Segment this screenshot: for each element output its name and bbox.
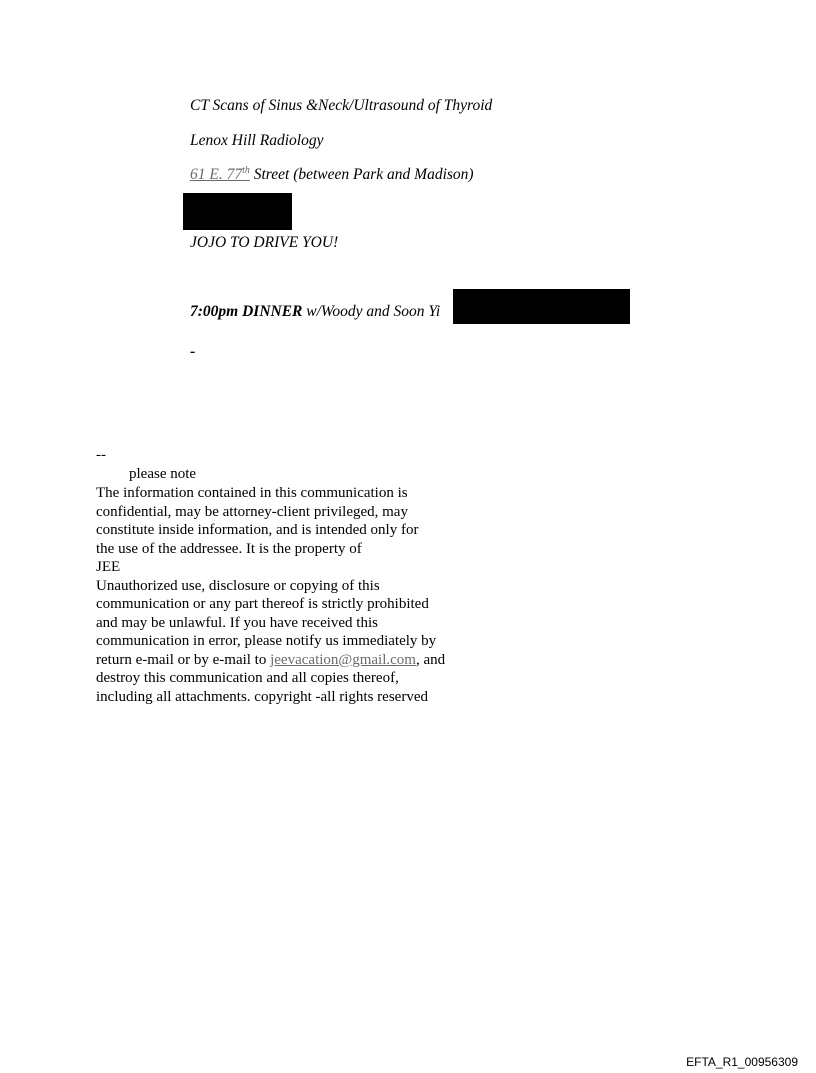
disclaimer-line: destroy this communication and all copies thereof, (96, 670, 399, 686)
disclaimer-line: the use of the addressee. It is the property of (96, 540, 362, 557)
footer-separator: -- (96, 447, 106, 463)
appointment-title: CT Scans of Sinus &Neck/Ultrasound of Thyroid (190, 97, 493, 114)
dinner-time: 7:00pm DINNER (190, 303, 303, 320)
dinner-line (190, 304, 440, 320)
appointment-location: Lenox Hill Radiology (190, 132, 324, 149)
address-suffix: th (242, 164, 250, 176)
disclaimer-line: including all attachments. copyright -all rights reserved (96, 688, 428, 705)
please-note: please note (129, 466, 197, 482)
disclaimer-body (96, 484, 445, 706)
disclaimer-line: communication in error, please notify us immediately by (96, 633, 437, 649)
redaction-box (183, 193, 292, 230)
disclaimer-line: communication or any part thereof is strictly prohibited (96, 596, 429, 612)
email-link[interactable]: jeevacation@gmail.com (270, 651, 416, 668)
disclaimer-line: constitute inside information, and is intended only for (96, 522, 419, 538)
driver-note: JOJO TO DRIVE YOU! (190, 234, 339, 251)
dash-mark: - (190, 343, 196, 360)
disclaimer-line: The information contained in this communication is (96, 485, 408, 501)
return-suffix: , and (415, 651, 446, 668)
disclaimer-line: JEE (96, 559, 121, 575)
disclaimer-line: Unauthorized use, disclosure or copying of this (96, 577, 380, 594)
document-id: EFTA_R1_00956309 (686, 1055, 798, 1069)
disclaimer-line: confidential, may be attorney-client privileged, may (96, 503, 408, 520)
address-rest: Street (between Park and Madison) (249, 166, 474, 183)
disclaimer-line: and may be unlawful. If you have received this (96, 614, 378, 631)
dinner-detail: w/Woody and Soon Yi (302, 303, 441, 320)
return-prefix: return e-mail or by e-mail to (96, 651, 271, 668)
address-link[interactable] (190, 166, 250, 183)
address-number: 61 E. 77 (190, 166, 243, 183)
disclaimer-line-email (96, 651, 445, 670)
appointment-address (190, 164, 474, 183)
redaction-box (453, 289, 630, 324)
